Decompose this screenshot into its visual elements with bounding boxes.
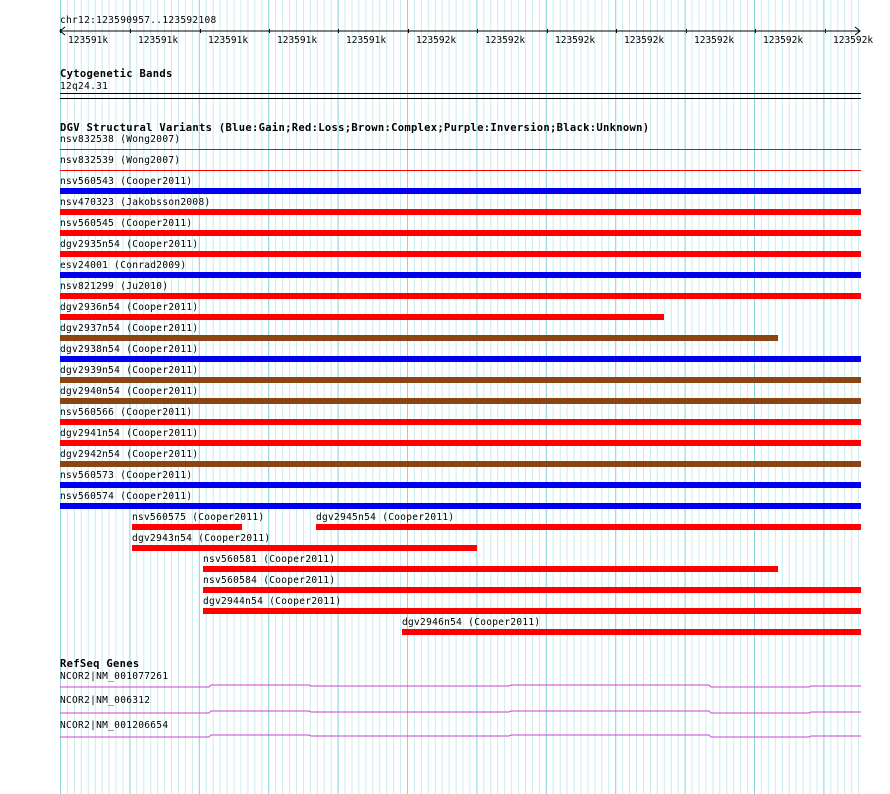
- ruler-tick-mark: [338, 29, 339, 33]
- dgv-feature-bar-gain[interactable]: [60, 188, 861, 194]
- dgv-feature-label[interactable]: nsv832539 (Wong2007): [60, 155, 181, 166]
- dgv-feature-bar-loss[interactable]: [132, 524, 242, 530]
- dgv-feature-label[interactable]: dgv2937n54 (Cooper2011): [60, 323, 199, 334]
- dgv-feature-bar-loss[interactable]: [402, 629, 861, 635]
- dgv-feature-label[interactable]: nsv560574 (Cooper2011): [60, 491, 193, 502]
- dgv-feature-label[interactable]: dgv2946n54 (Cooper2011): [402, 617, 541, 628]
- dgv-feature-bar-loss[interactable]: [60, 251, 861, 257]
- dgv-feature-label[interactable]: nsv560566 (Cooper2011): [60, 407, 193, 418]
- dgv-feature-label[interactable]: dgv2939n54 (Cooper2011): [60, 365, 199, 376]
- ruler-arrow: [58, 25, 864, 37]
- dgv-feature-bar-loss[interactable]: [60, 419, 861, 425]
- ruler-tick-label: 123591k: [277, 35, 318, 46]
- refseq-gene-label[interactable]: NCOR2|NM_001206654: [60, 720, 169, 731]
- dgv-feature-label[interactable]: dgv2935n54 (Cooper2011): [60, 239, 199, 250]
- dgv-feature-bar-complex[interactable]: [60, 335, 778, 341]
- dgv-feature-bar-gain[interactable]: [60, 503, 861, 509]
- dgv-feature-bar-thin[interactable]: [60, 149, 861, 150]
- dgv-feature-label[interactable]: dgv2938n54 (Cooper2011): [60, 344, 199, 355]
- dgv-feature-label[interactable]: dgv2936n54 (Cooper2011): [60, 302, 199, 313]
- ruler-tick-mark: [408, 29, 409, 33]
- ruler-tick-label: 123592k: [555, 35, 596, 46]
- dgv-feature-bar-loss[interactable]: [132, 545, 477, 551]
- dgv-feature-bar-loss[interactable]: [203, 608, 861, 614]
- dgv-feature-bar-gain[interactable]: [60, 272, 861, 278]
- ruler-tick-label: 123592k: [416, 35, 457, 46]
- ruler-tick-label: 123591k: [208, 35, 249, 46]
- dgv-feature-bar-gain[interactable]: [60, 356, 861, 362]
- dgv-feature-bar-complex[interactable]: [60, 377, 861, 383]
- ruler-tick-label: 123592k: [763, 35, 804, 46]
- cytoband-line-top: [60, 93, 861, 94]
- ruler-tick-mark: [825, 29, 826, 33]
- dgv-feature-label[interactable]: nsv560545 (Cooper2011): [60, 218, 193, 229]
- ruler-tick-mark: [477, 29, 478, 33]
- ruler-tick-mark: [547, 29, 548, 33]
- dgv-feature-bar-loss[interactable]: [60, 209, 861, 215]
- dgv-feature-label[interactable]: nsv470323 (Jakobsson2008): [60, 197, 211, 208]
- refseq-gene-model[interactable]: [59, 732, 863, 740]
- ruler-tick-mark: [60, 29, 61, 33]
- ruler-tick-label: 123591k: [138, 35, 179, 46]
- refseq-gene-model[interactable]: [59, 682, 863, 690]
- dgv-feature-bar-gain[interactable]: [60, 482, 861, 488]
- ruler-tick-label: 123592k: [485, 35, 526, 46]
- refseq-gene-label[interactable]: NCOR2|NM_006312: [60, 695, 151, 706]
- ruler-tick-mark: [755, 29, 756, 33]
- dgv-feature-label[interactable]: nsv560573 (Cooper2011): [60, 470, 193, 481]
- dgv-feature-bar-loss[interactable]: [203, 566, 778, 572]
- dgv-feature-bar-loss[interactable]: [60, 440, 861, 446]
- ruler-tick-mark: [130, 29, 131, 33]
- ruler-tick-mark: [616, 29, 617, 33]
- ruler-tick-mark: [200, 29, 201, 33]
- ruler-tick-label: 123592k: [624, 35, 665, 46]
- dgv-feature-bar-complex[interactable]: [60, 461, 861, 467]
- refseq-gene-label[interactable]: NCOR2|NM_001077261: [60, 671, 169, 682]
- dgv-feature-label[interactable]: dgv2942n54 (Cooper2011): [60, 449, 199, 460]
- dgv-track-title: DGV Structural Variants (Blue:Gain;Red:Loss;Brown:Complex;Purple:Inversion;Black:Unknown): [60, 122, 650, 134]
- dgv-feature-bar-complex[interactable]: [60, 398, 861, 404]
- ruler-tick-mark: [269, 29, 270, 33]
- ruler-tick-label: 123592k: [694, 35, 735, 46]
- dgv-feature-bar-loss[interactable]: [60, 230, 861, 236]
- dgv-feature-bar-loss[interactable]: [60, 293, 861, 299]
- dgv-feature-bar-thin[interactable]: [60, 170, 861, 171]
- dgv-feature-label[interactable]: nsv560584 (Cooper2011): [203, 575, 336, 586]
- cytoband-label: 12q24.31: [60, 81, 109, 92]
- dgv-feature-bar-loss[interactable]: [203, 587, 861, 593]
- dgv-feature-label[interactable]: dgv2940n54 (Cooper2011): [60, 386, 199, 397]
- dgv-feature-label[interactable]: nsv560543 (Cooper2011): [60, 176, 193, 187]
- dgv-feature-label[interactable]: dgv2945n54 (Cooper2011): [316, 512, 455, 523]
- dgv-feature-label[interactable]: nsv560581 (Cooper2011): [203, 554, 336, 565]
- dgv-feature-label[interactable]: nsv832538 (Wong2007): [60, 134, 181, 145]
- ruler-tick-label: 123591k: [68, 35, 109, 46]
- dgv-feature-bar-loss[interactable]: [60, 314, 664, 320]
- dgv-feature-label[interactable]: dgv2943n54 (Cooper2011): [132, 533, 271, 544]
- cytoband-track-title: Cytogenetic Bands: [60, 68, 173, 80]
- dgv-feature-label[interactable]: nsv560575 (Cooper2011): [132, 512, 265, 523]
- refseq-gene-model[interactable]: [59, 708, 863, 716]
- ruler-tick-mark: [686, 29, 687, 33]
- location-label: chr12:123590957..123592108: [60, 15, 217, 26]
- dgv-feature-label[interactable]: nsv821299 (Ju2010): [60, 281, 169, 292]
- refseq-track-title: RefSeq Genes: [60, 658, 140, 670]
- cytoband-line-bottom: [60, 98, 861, 99]
- dgv-feature-label[interactable]: esv24001 (Conrad2009): [60, 260, 187, 271]
- ruler-tick-label: 123592k: [833, 35, 874, 46]
- dgv-feature-label[interactable]: dgv2944n54 (Cooper2011): [203, 596, 342, 607]
- dgv-feature-label[interactable]: dgv2941n54 (Cooper2011): [60, 428, 199, 439]
- dgv-feature-bar-loss[interactable]: [316, 524, 861, 530]
- ruler-tick-label: 123591k: [346, 35, 387, 46]
